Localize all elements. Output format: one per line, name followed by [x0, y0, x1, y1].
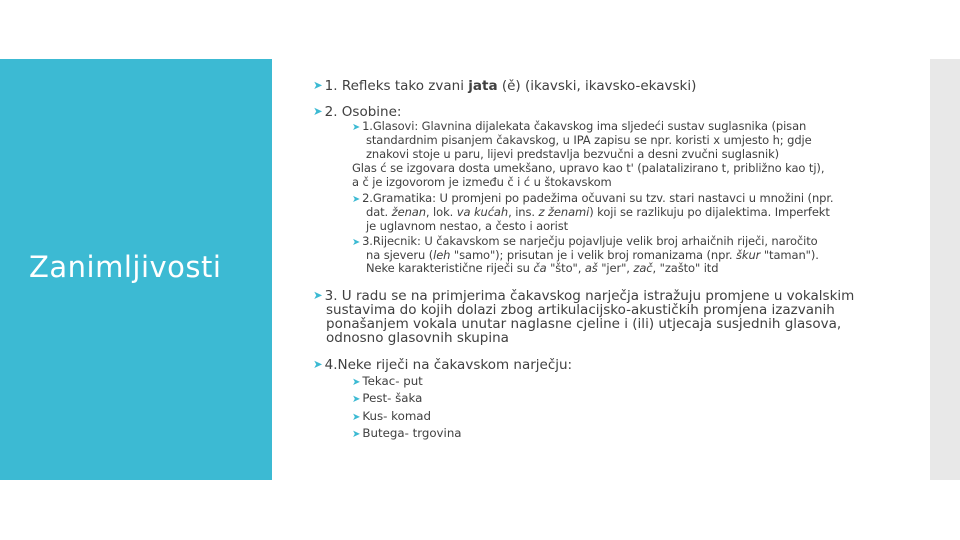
word-item: ➤ Tekac- put: [352, 374, 423, 388]
subpoint-2-2-line-2: dat. ženan, lok. va kućah, ins. z ženami) koji se razlikuju po dijalektima. Imperfekt: [366, 205, 830, 219]
point-2: ➤ 2. Osobine:: [313, 104, 402, 120]
arrow-bullet-icon: ➤: [352, 121, 361, 133]
subpoint-2-2-line-3: je uglavnom nestao, a često i aorist: [366, 219, 569, 233]
subpoint-2-3-line-3: Neke karakteristične riječi su ča "što", aš "jer", zač, "zašto" itd: [366, 261, 719, 275]
subpoint-2-2-line-1: ➤ 2.Gramatika: U promjeni po padežima očuvani su tzv. stari nastavci u množini (npr.: [352, 191, 834, 205]
right-accent-strip: [930, 59, 960, 480]
point-3-line-4: odnosno glasovnih skupina: [326, 330, 509, 346]
arrow-bullet-icon: ➤: [352, 236, 361, 248]
point-3-line-2: sustavima do kojih dolazi zbog artikulacijsko-akustičkih promjena izazvanih: [326, 302, 835, 318]
content-area: [300, 0, 920, 540]
arrow-bullet-icon: ➤: [352, 193, 361, 205]
word-item: ➤ Pest- šaka: [352, 391, 423, 405]
arrow-bullet-icon: ➤: [313, 78, 323, 93]
arrow-bullet-icon: ➤: [313, 357, 323, 372]
subpoint-2-3-line-1: ➤ 3.Rijecnik: U čakavskom se narječju pojavljuje velik broj arhaičnih riječi, naročito: [352, 234, 818, 248]
word-item: ➤ Butega- trgovina: [352, 426, 462, 440]
slide-title: Zanimljivosti: [29, 250, 222, 284]
point-4: ➤ 4.Neke riječi na čakavskom narječju:: [313, 357, 573, 373]
arrow-bullet-icon: ➤: [352, 428, 361, 440]
point-1: ➤ 1. Refleks tako zvani jata (ě) (ikavski, ikavsko-ekavski): [313, 78, 697, 94]
arrow-bullet-icon: ➤: [352, 376, 361, 388]
subpoint-2-1-line-3: znakovi stoje u paru, lijevi predstavlja bezvučni a desni zvučni suglasnik): [366, 147, 780, 161]
point-3-line-3: ponašanjem vokala unutar naglasne cjeline i (ili) utjecaja susjednih glasova,: [326, 316, 842, 332]
arrow-bullet-icon: ➤: [352, 393, 361, 405]
subpoint-2-1-line-2: standardnim pisanjem čakavskog, u IPA zapisu se npr. koristi x umjesto h; gdje: [366, 133, 812, 147]
word-item: ➤ Kus- komad: [352, 409, 432, 423]
arrow-bullet-icon: ➤: [313, 288, 323, 303]
subpoint-2-1-line-5: a č je izgovorom je između č i ć u štokavskom: [352, 175, 612, 189]
subpoint-2-1-line-1: ➤ 1.Glasovi: Glavnina dijalekata čakavskog ima sljedeći sustav suglasnika (pisan: [352, 119, 807, 133]
subpoint-2-3-line-2: na sjeveru (leh "samo"); prisutan je i velik broj romanizama (npr. škur "taman").: [366, 248, 819, 262]
arrow-bullet-icon: ➤: [313, 104, 323, 119]
subpoint-2-1-line-4: Glas ć se izgovara dosta umekšano, upravo kao t' (palatalizirano t, približno kao tj),: [352, 161, 825, 175]
point-3-line-1: ➤ 3. U radu se na primjerima čakavskog narječja istražuju promjene u vokalskim: [313, 288, 855, 304]
arrow-bullet-icon: ➤: [352, 411, 361, 423]
